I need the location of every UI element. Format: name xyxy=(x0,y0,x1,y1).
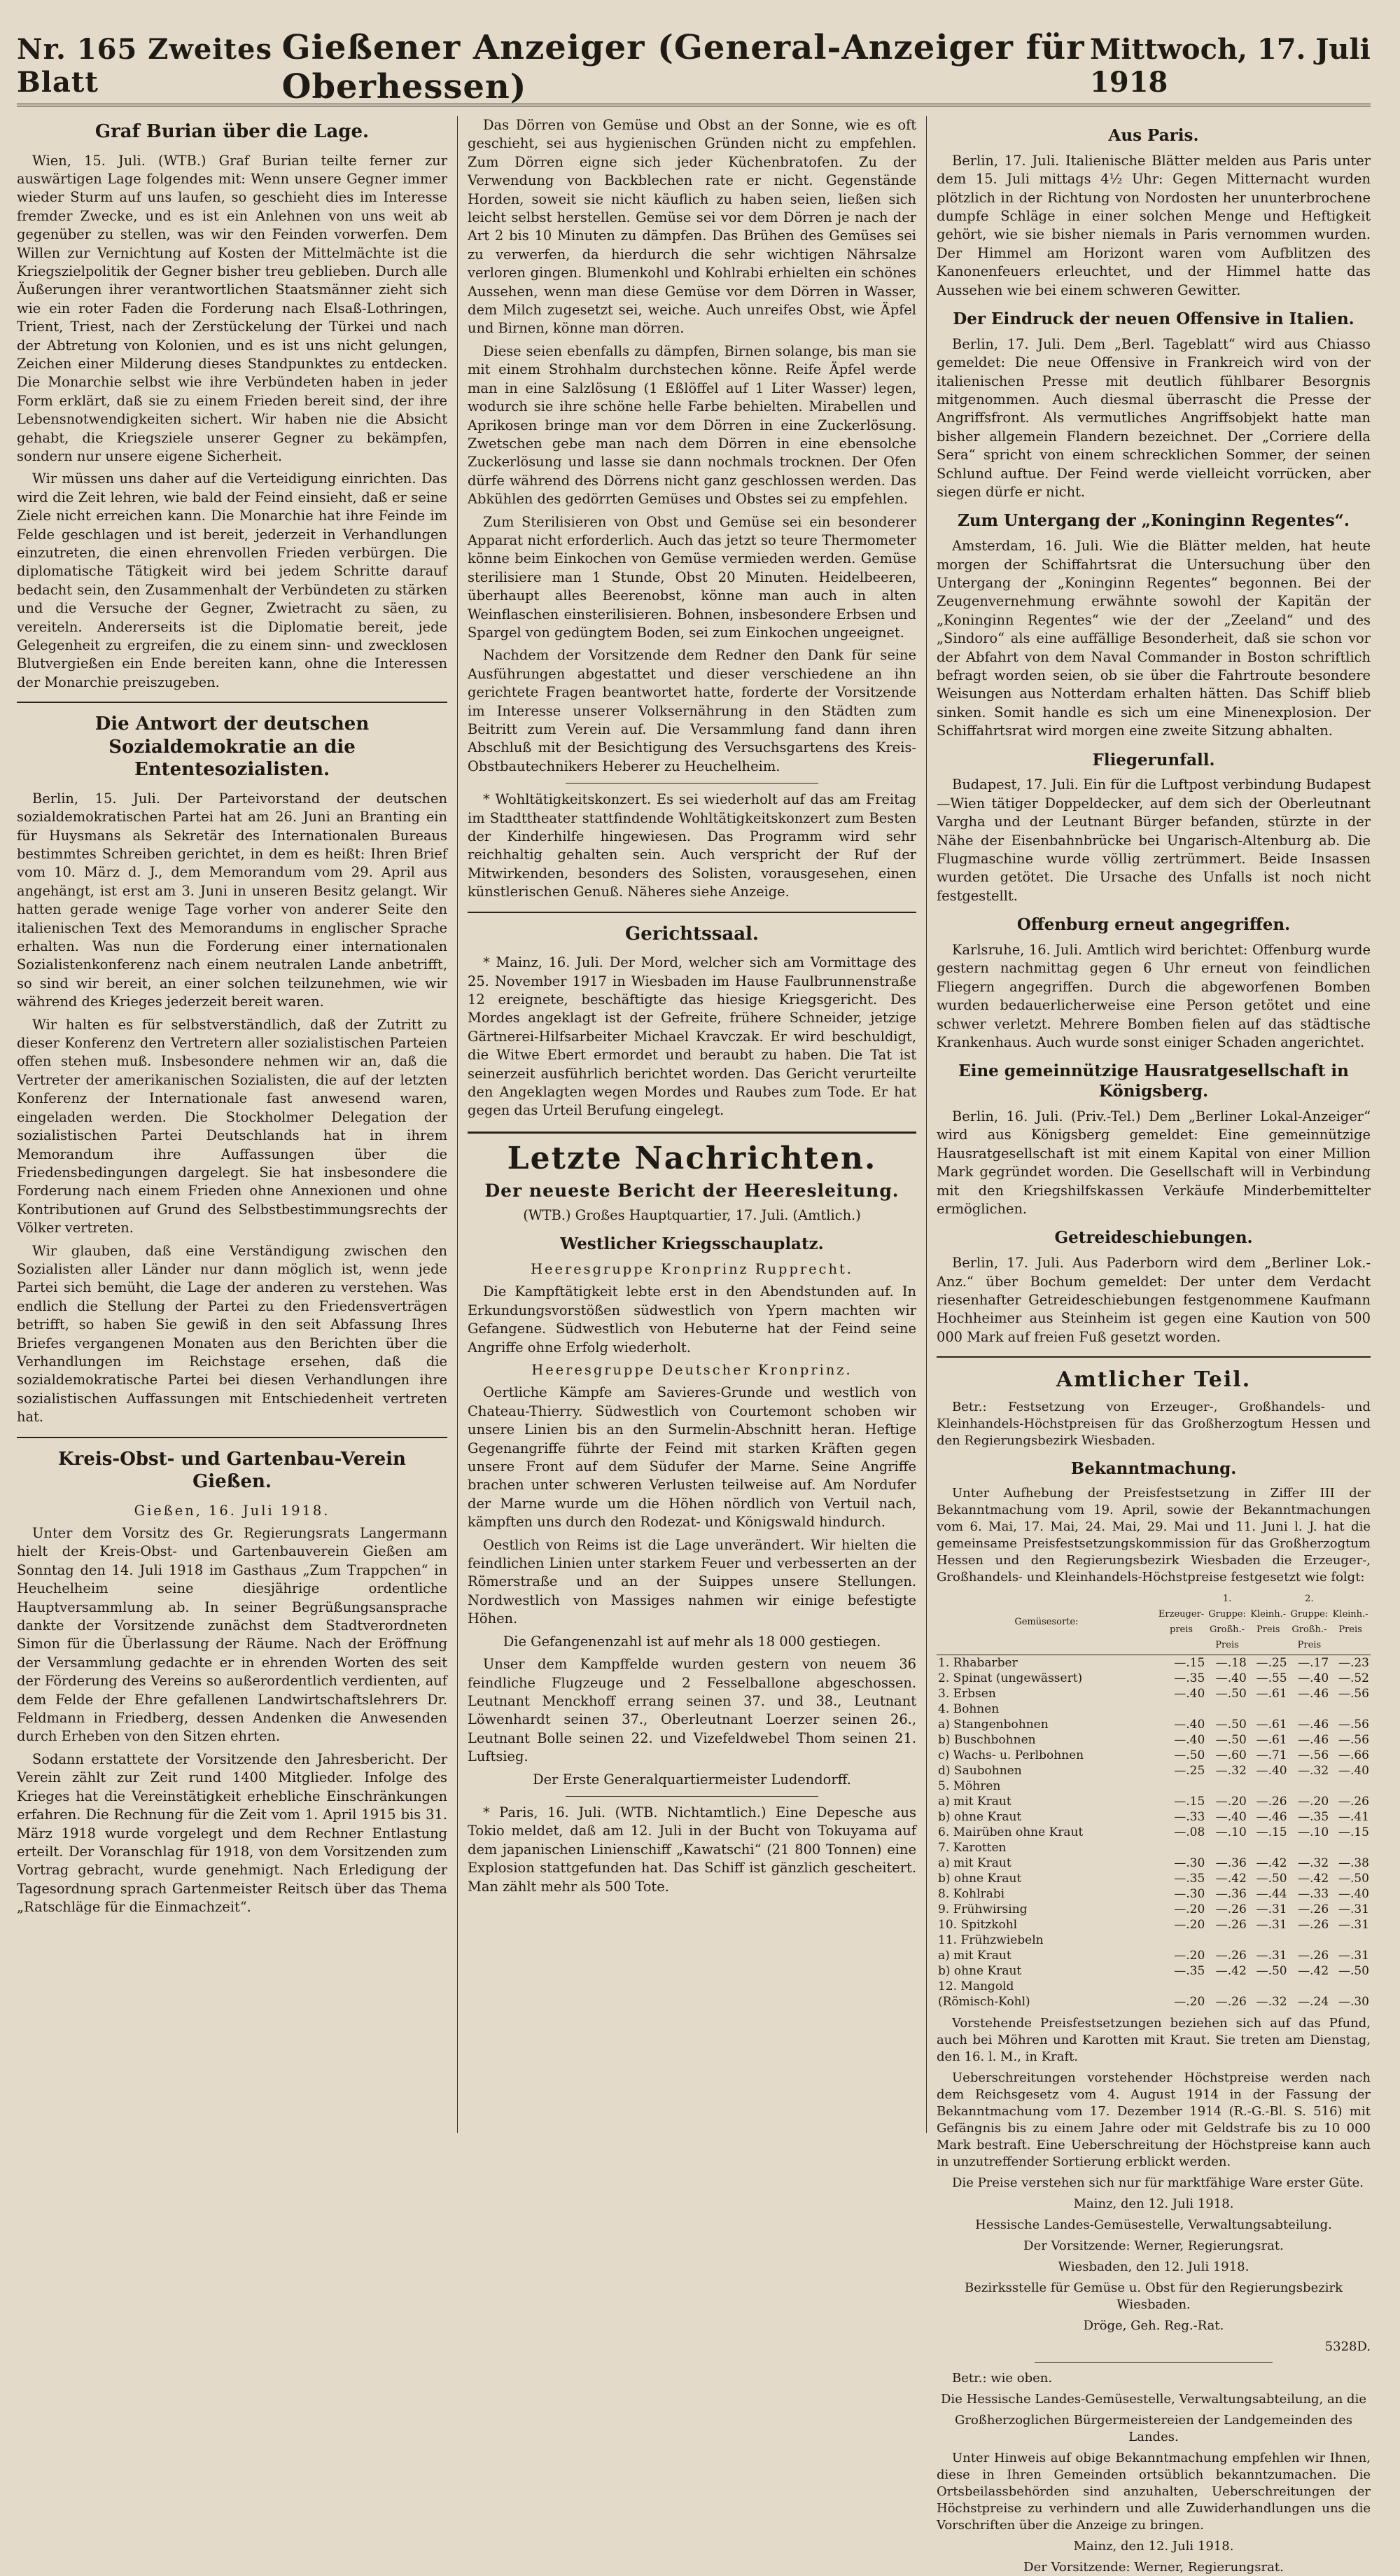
authority: Bezirksstelle für Gemüse u. Obst für den Regierungsbezirk Wiesbaden. xyxy=(965,2280,1343,2312)
divider xyxy=(566,1796,818,1797)
price-cell: —.26 xyxy=(1298,1948,1329,1963)
article-title-paris: Aus Paris. xyxy=(1108,126,1199,145)
price-cell: —.30 xyxy=(1174,1856,1205,1870)
price-cell: —.61 xyxy=(1256,1732,1287,1747)
article-paragraph: * Paris, 16. Juli. (WTB. Nichtamtlich.) Eine Depesche aus Tokio meldet, daß am 12. Juli in der Bucht von Tokuyama auf dem japanischen Linienschiff „Kawatschi“ (21 800 Tonnen) eine Explosion stattgefunden hat. Das Schiff ist gänzlich gescheitert. Man zählt mehr als 500 Tote. xyxy=(468,1804,916,1895)
price-cell xyxy=(1248,1778,1289,1794)
vegetable-name: 4. Bohnen xyxy=(938,1701,1000,1716)
notice-title: Bekanntmachung. xyxy=(1070,1459,1237,1479)
price-cell: —.25 xyxy=(1256,1655,1287,1670)
price-cell: —.56 xyxy=(1298,1748,1329,1762)
price-cell: —.40 xyxy=(1298,1671,1329,1685)
newspaper-title: Gießener Anzeiger (General-Anzeiger für Oberhessen) xyxy=(281,28,1085,106)
article-title-regentes: Zum Untergang der „Koninginn Regentes“. xyxy=(958,511,1350,531)
vegetable-name: d) Saubohnen xyxy=(938,1763,1022,1778)
price-cell: —.44 xyxy=(1256,1886,1287,1901)
vegetable-name: a) mit Kraut xyxy=(938,1856,1011,1870)
price-cell xyxy=(1156,1778,1206,1794)
article-paragraph: Karlsruhe, 16. Juli. Amtlich wird berichtet: Offenburg wurde gestern nachmittag gegen 6 Uhr erneut von feindlichen Fliegern angegriffen. Durch die abgeworfenen Bomben wurden bedauerlicherweise eine Person getötet und eine schwer verletzt. Mehrere Bomben fielen auf das städtische Krankenhaus. Auch wurde sonst einiger Schaden angerichtet. xyxy=(937,941,1371,1050)
price-cell xyxy=(1248,1840,1289,1856)
price-cell: —.52 xyxy=(1338,1671,1369,1685)
dateline: (WTB.) Großes Hauptquartier, 17. Juli. (Amtlich.) xyxy=(523,1206,861,1223)
vegetable-name: 11. Frühzwiebeln xyxy=(938,1933,1044,1947)
article-paragraph: * Mainz, 16. Juli. Der Mord, welcher sich am Vormittage des 25. November 1917 in Wiesbaden im Hause Faulbrunnenstraße 12 ereignete, beschäftigte das hiesige Kriegsgericht. Des Mordes angeklagt ist der Gefreite, frühere Schneider, jetzige Gärtnerei-Hilfsarbeiter Michael Kravczak. Er wird beschuldigt, die Witwe Ebert ermordet und beraubt zu haben. Die Tat ist seinerzeit ausführlich berichtet worden. Das Gericht verurteilte den Angeklagten wegen Mordes und Raubes zum Tode. Er hat gegen das Urteil Berufung eingelegt. xyxy=(468,954,916,1119)
price-cell: —.32 xyxy=(1298,1856,1329,1870)
price-row xyxy=(937,1871,1371,1886)
divider xyxy=(17,702,447,703)
vegetable-name: 9. Frühwirsing xyxy=(938,1902,1028,1916)
vegetable-name: b) ohne Kraut xyxy=(938,1809,1022,1824)
price-cell: —.56 xyxy=(1338,1732,1369,1747)
price-row xyxy=(937,1686,1371,1701)
price-cell: —.40 xyxy=(1174,1686,1205,1701)
article-paragraph: Berlin, 17. Juli. Dem „Berl. Tageblatt“ wird aus Chiasso gemeldet: Die neue Offensive in Frankreich wird von der italienischen Presse mit deutlich fühlbarer Besorgnis mitgenommen. Auch diesmal überrascht die Presse der Angriffsfront. Als vermutliches Angriffsobjekt hatte man bisher allgemein Flandern bezeichnet. Der „Corriere della Sera“ spricht von einem schrecklichen Sommer, der seinen Schlund auftue. Der Feind werde vielleicht vorrücken, aber siegen dürfe er nicht. xyxy=(937,335,1371,500)
price-cell: —.15 xyxy=(1174,1794,1205,1809)
price-cell: —.42 xyxy=(1215,1963,1247,1978)
issue-number: Nr. 165 Zweites Blatt xyxy=(17,33,272,99)
price-cell: —.66 xyxy=(1338,1748,1369,1762)
article-paragraph: Die Gefangenenzahl ist auf mehr als 18 000 gestiegen. xyxy=(503,1633,881,1650)
price-cell: —.36 xyxy=(1215,1856,1247,1870)
section-title-gericht: Gerichtssaal. xyxy=(625,923,759,945)
price-row xyxy=(937,1794,1371,1809)
price-cell: —.33 xyxy=(1298,1886,1329,1901)
vegetable-name: (Römisch-Kohl) xyxy=(938,1994,1030,2009)
price-cell: —.42 xyxy=(1215,1871,1247,1886)
article-paragraph: Berlin, 17. Juli. Italienische Blätter melden aus Paris unter dem 15. Juli mittags 4½ Uhr: Gegen Mitternacht wurden plötzlich in der Richtung von Nordosten her ununterbrochene dumpfe Schläge in einer solchen Menge und Heftigkeit gehört, wie sie bisher niemals in Paris vernommen wurden. Der Himmel am Horizont waren vom Aufblitzen des Kanonenfeuers erleuchtet, und der Himmel hatte das Aussehen wie bei einem schweren Gewitter. xyxy=(937,152,1371,298)
column-1 xyxy=(17,116,458,2133)
notice-paragraph: Vorstehende Preisfestsetzungen beziehen sich auf das Pfund, auch bei Möhren und Karotten mit Kraut. Sie treten am Dienstag, den 16. l. M., in Kraft. xyxy=(937,2015,1371,2064)
article-title-offenburg: Offenburg erneut angegriffen. xyxy=(1016,915,1291,935)
article-paragraph: Budapest, 17. Juli. Ein für die Luftpost verbindung Budapest—Wien tätiger Doppeldecker, auf dem sich der Oberleutnant Vargha und der Leutnant Bürger befanden, stürzte in der Nähe der Eisenbahnbrücke bei Ungarisch-Altenburg ab. Die Flugmaschine wurde völlig zertrümmert. Beide Insassen wurden getötet. Die Ursache des Unfalls ist noch nicht festgestellt. xyxy=(937,777,1371,904)
price-cell xyxy=(1206,1933,1248,1948)
price-row xyxy=(937,1963,1371,1979)
price-cell: —.50 xyxy=(1215,1732,1247,1747)
signature: Der Vorsitzende: Werner, Regierungsrat. xyxy=(1023,2238,1284,2253)
price-cell: —.08 xyxy=(1174,1825,1205,1839)
price-row xyxy=(937,1809,1371,1825)
notice-paragraph: Ueberschreitungen vorstehender Höchstpreise werden nach dem Reichsgesetz vom 4. August 1914 in der Fassung der Bekanntmachung vom 17. Dezember 1914 (R.-G.-Bl. S. 516) mit Gefängnis bis zu einem Jahre oder mit Geldstrafe bis zu 10 000 Mark bestraft. Eine Ueberschreitung der Höchstpreise kann auch in unzutreffender Sortierung erblickt werden. xyxy=(937,2070,1371,2169)
price-cell xyxy=(1330,1778,1371,1794)
price-cell: —.20 xyxy=(1174,1948,1205,1963)
addressee: Großherzoglichen Bürgermeistereien der Landgemeinden des Landes. xyxy=(955,2412,1352,2444)
vegetable-name: 8. Kohlrabi xyxy=(938,1886,1005,1901)
price-cell: —.15 xyxy=(1338,1825,1369,1839)
price-cell: —.31 xyxy=(1256,1948,1287,1963)
divider xyxy=(1035,2362,1273,2363)
price-cell xyxy=(1206,1979,1248,1994)
article-paragraph: Zum Sterilisieren von Obst und Gemüse sei ein besonderer Apparat nicht erforderlich. Auch das jetzt so teure Thermometer könne beim Einkochen von Gemüse vermieden werden. Gemüse sterilisiere man 1 Stunde, Obst 20 Minuten. Heidelbeeren, überhaupt alles Beerenobst, könne man auch in alten Weinflaschen einsterilisieren. Bohnen, insbesondere Erbsen und Spargel von gedüngtem Boden, sei zum Einkochen ungeeignet. xyxy=(468,513,916,641)
price-cell: —.26 xyxy=(1215,1917,1247,1932)
article-paragraph: Berlin, 17. Juli. Aus Paderborn wird dem „Berliner Lok.-Anz.“ über Bochum gemeldet: Der unter dem Verdacht riesenhafter Getreideschiebungen festgenommene Kaufmann Hochheimer aus Steinheim ist gegen eine Kaution von 500 000 Mark auf freien Fuß gesetzt worden. xyxy=(937,1255,1371,1345)
price-cell xyxy=(1330,1840,1371,1856)
price-cell: —.40 xyxy=(1215,1671,1247,1685)
price-cell: —.10 xyxy=(1298,1825,1329,1839)
price-row xyxy=(937,1886,1371,1902)
price-cell: —.17 xyxy=(1298,1655,1329,1670)
signature: Der Erste Generalquartiermeister Ludendorff. xyxy=(533,1771,851,1788)
price-cell: —.20 xyxy=(1215,1794,1247,1809)
price-cell: —.38 xyxy=(1338,1856,1369,1870)
price-cell: —.31 xyxy=(1256,1902,1287,1916)
vegetable-name: a) mit Kraut xyxy=(938,1948,1011,1963)
price-cell: —.50 xyxy=(1215,1717,1247,1732)
price-cell: —.33 xyxy=(1174,1809,1205,1824)
column-header: Kleinh.-Preis xyxy=(1248,1590,1289,1655)
price-cell: —.26 xyxy=(1256,1794,1287,1809)
price-row xyxy=(937,1917,1371,1933)
price-cell: —.20 xyxy=(1174,1917,1205,1932)
price-cell: —.30 xyxy=(1338,1994,1369,2009)
article-paragraph: Oestlich von Reims ist die Lage unverändert. Wir hielten die feindlichen Linien unter starkem Feuer und verbesserten an der Römerstraße und an der Suippes unsere Stellungen. Nordwestlich von Massiges nahmen wir einige befestigte Höhen. xyxy=(468,1536,916,1627)
masthead xyxy=(17,28,1371,106)
article-title-verein: Kreis-Obst- und Gartenbau-Verein Gießen. xyxy=(58,1448,406,1493)
price-row xyxy=(937,1778,1371,1794)
price-cell: —.50 xyxy=(1174,1748,1205,1762)
column-header: Gemüsesorte: xyxy=(937,1590,1156,1655)
price-cell: —.15 xyxy=(1256,1825,1287,1839)
addressee: Die Hessische Landes-Gemüsestelle, Verwaltungsabteilung, an die xyxy=(941,2391,1366,2407)
price-cell: —.30 xyxy=(1174,1886,1205,1901)
price-cell: —.32 xyxy=(1256,1994,1287,2009)
divider xyxy=(566,783,818,784)
price-cell: —.31 xyxy=(1338,1948,1369,1963)
dateline: Wiesbaden, den 12. Juli 1918. xyxy=(1058,2259,1250,2274)
issue-date: Mittwoch, 17. Juli 1918 xyxy=(1090,33,1371,99)
price-cell: —.32 xyxy=(1215,1763,1247,1778)
price-row xyxy=(937,1825,1371,1840)
dateline: Mainz, den 12. Juli 1918. xyxy=(1073,2196,1234,2211)
army-group-title: Heeresgruppe Deutscher Kronprinz. xyxy=(531,1362,853,1378)
article-title-hausrat: Eine gemeinnützige Hausratgesellschaft in Königsberg. xyxy=(958,1061,1349,1101)
notice-paragraph: Unter Aufhebung der Preisfestsetzung in Ziffer III der Bekanntmachung vom 19. April, sowie der Bekanntmachungen vom 6. Mai, 17. Mai, 24. Mai, 29. Mai und 11. Juni l. J. hat die gemeinsame Preisfestsetzungskommission für das Großherzogtum Hessen und den Regierungsbezirk Wiesbaden die Erzeuger-, Großhandels- und Kleinhandels-Höchstpreise festgesetzt wie folgt: xyxy=(937,1485,1371,1585)
price-table xyxy=(937,1590,1371,2010)
price-row xyxy=(937,1840,1371,1856)
price-table-body xyxy=(937,1655,1371,2010)
price-cell: —.61 xyxy=(1256,1717,1287,1732)
price-cell: —.46 xyxy=(1256,1809,1287,1824)
price-cell: —.50 xyxy=(1338,1871,1369,1886)
price-cell: —.40 xyxy=(1256,1763,1287,1778)
price-row xyxy=(937,1948,1371,1963)
price-cell: —.25 xyxy=(1174,1763,1205,1778)
article-paragraph: Berlin, 15. Juli. Der Parteivorstand der deutschen sozialdemokratischen Partei hat am 26. Juni an Branting ein für Huysmans als Sekretär des Internationalen Bureaus bestimmtes Schreiben gerichtet, in dem es heißt: Ihren Brief vom 10. März d. J., dem Memorandum vom 29. April aus angehängt, ist erst am 3. Juni in unseren Besitz gelangt. Wir hatten gerade wenige Tage vorher von anderer Seite den italienischen Text des Memorandums in englischer Sprache erhalten. Was nun die Forderung einer internationalen Sozialistenkonferenz nach einem neutralen Lande anbetrifft, so sind wir bereit, an einer solchen teilzunehmen, wie wir während des Krieges jederzeit bereit waren. xyxy=(17,790,447,1010)
price-cell: —.42 xyxy=(1256,1856,1287,1870)
army-group-title: Heeresgruppe Kronprinz Rupprecht. xyxy=(531,1260,853,1277)
price-cell: —.26 xyxy=(1215,1902,1247,1916)
price-cell xyxy=(1156,1979,1206,1994)
price-row xyxy=(937,1979,1371,1994)
price-cell xyxy=(1330,1979,1371,1994)
dateline: Gießen, 16. Juli 1918. xyxy=(134,1502,330,1519)
price-cell xyxy=(1248,1979,1289,1994)
price-cell: —.35 xyxy=(1174,1871,1205,1886)
notice-paragraph: Unter Hinweis auf obige Bekanntmachung empfehlen wir Ihnen, diese in Ihren Gemeinden ortsüblich bekanntzumachen. Die Ortsbeilassbehörden sind anzuhalten, Ueberschreitungen der Höchstpreise zu verhindern und alle Zuwiderhandlungen uns die Vorschriften über die Anzeige zu bringen. xyxy=(937,2450,1371,2533)
price-cell: —.23 xyxy=(1338,1655,1369,1670)
article-paragraph: * Wohltätigkeitskonzert. Es sei wiederholt auf das am Freitag im Stadttheater stattfindende Wohltätigkeitskonzert zum Besten der Kinderhilfe hingewiesen. Das Programm wird sehr reichhaltig gehalten sein. Auch verspricht der Ruf der Mitwirkenden, besonders des Solisten, vorausgesehen, einen künstlerischen Genuß. Näheres siehe Anzeige. xyxy=(468,791,916,900)
article-paragraph: Nachdem der Vorsitzende dem Redner den Dank für seine Ausführungen abgestattet und dieser verschiedene an ihn gerichtete Fragen beantwortet hatte, forderte der Vorsitzende im Interesse unserer Volksernährung in den Städten zum Beitritt zum Verein auf. Die Versammlung fand dann ihren Abschluß mit der Besichtigung des Versuchsgartens des Kreis-Obstbautechnikers Heberer zu Heuchelheim. xyxy=(468,647,916,774)
price-cell xyxy=(1289,1778,1331,1794)
price-cell: —.26 xyxy=(1215,1948,1247,1963)
price-cell xyxy=(1289,1701,1331,1717)
price-cell: —.24 xyxy=(1298,1994,1329,2009)
column-header: 2. Gruppe: Großh.-Preis xyxy=(1289,1590,1331,1655)
price-cell: —.41 xyxy=(1338,1809,1369,1824)
price-row xyxy=(937,1748,1371,1763)
price-cell: —.20 xyxy=(1174,1994,1205,2009)
vegetable-name: 6. Mairüben ohne Kraut xyxy=(938,1825,1084,1839)
price-row xyxy=(937,1856,1371,1871)
price-cell: —.20 xyxy=(1174,1902,1205,1916)
price-cell: —.36 xyxy=(1215,1886,1247,1901)
vegetable-name: b) ohne Kraut xyxy=(938,1963,1022,1978)
signature: Der Vorsitzende: Werner, Regierungsrat. xyxy=(1023,2559,1284,2575)
notice-paragraph: Die Preise verstehen sich nur für marktfähige Ware erster Güte. xyxy=(952,2175,1364,2190)
article-title-flieger: Fliegerunfall. xyxy=(1092,750,1215,770)
vegetable-name: 2. Spinat (ungewässert) xyxy=(938,1671,1083,1685)
price-cell xyxy=(1206,1778,1248,1794)
article-paragraph: Wir müssen uns daher auf die Verteidigung einrichten. Das wird die Zeit lehren, wie bald der Feind einsieht, daß er seine Ziele nicht erreichen kann. Die Monarchie hat ihre Feinde im Felde geschlagen und ist bereit, jederzeit in Verhandlungen einzutreten, die einen ehrenvollen Frieden verbürgen. Die diplomatische Tätigkeit wird bei jedem Schritte darauf bedacht sein, den Zusammenhalt der Verbündeten zu stärken und die Versuche der Gegner, Zwietracht zu säen, zu vereiteln. Andererseits ist die Diplomatie bereit, jede Gelegenheit zu ergreifen, die zu einem sinn- und zwecklosen Blutvergießen ein Ende bereiten kann, ohne die Interessen der Monarchie preiszugeben. xyxy=(17,471,447,690)
subsection-title: Westlicher Kriegsschauplatz. xyxy=(560,1234,824,1254)
price-row xyxy=(937,1655,1371,1671)
price-cell: —.46 xyxy=(1298,1732,1329,1747)
signature: Dröge, Geh. Reg.-Rat. xyxy=(1083,2318,1224,2333)
price-row xyxy=(937,1933,1371,1948)
price-table-header xyxy=(937,1590,1371,1655)
price-cell: —.42 xyxy=(1298,1871,1329,1886)
price-cell: —.46 xyxy=(1298,1686,1329,1701)
column-header: Kleinh.-Preis xyxy=(1330,1590,1371,1655)
price-cell: —.40 xyxy=(1215,1809,1247,1824)
article-title-sozial: Die Antwort der deutschen Sozialdemokratie an die Ententesozialisten. xyxy=(94,713,370,781)
price-cell: —.31 xyxy=(1256,1917,1287,1932)
report-title: Der neueste Bericht der Heeresleitung. xyxy=(484,1180,899,1201)
article-paragraph: Diese seien ebenfalls zu dämpfen, Birnen solange, bis man sie mit einem Strohhalm durchstechen könne. Reife Äpfel werde man in eine Salzlösung (1 Eßlöffel auf 1 Liter Wasser) legen, wodurch sie ihre schöne helle Farbe behielten. Mirabellen und Aprikosen bringe man vor dem Dörren in eine Zuckerlösung. Zwetschen gebe man nach dem Dörren in eine ebensolche Zuckerlösung und lasse sie dann nochmals trocknen. Der Ofen dürfe während des Dörrens nicht ganz geschlossen werden. Das Abkühlen des gedörrten Gemüses und Obstes sei zu empfehlen. xyxy=(468,342,916,508)
price-cell: —.40 xyxy=(1338,1886,1369,1901)
price-cell xyxy=(1248,1701,1289,1717)
subject-line: Betr.: Festsetzung von Erzeuger-, Großhandels- und Kleinhandels-Höchstpreisen für das Großherzogtum Hessen und den Regierungsbezirk Wiesbaden. xyxy=(937,1400,1371,1449)
column-header: Erzeuger-preis xyxy=(1156,1590,1206,1655)
price-cell: —.26 xyxy=(1215,1994,1247,2009)
price-cell: —.71 xyxy=(1256,1748,1287,1762)
price-cell: —.26 xyxy=(1338,1794,1369,1809)
divider xyxy=(937,1356,1371,1358)
vegetable-name: b) Buschbohnen xyxy=(938,1732,1036,1747)
subject-line: Betr.: wie oben. xyxy=(952,2370,1053,2386)
authority: Hessische Landes-Gemüsestelle, Verwaltungsabteilung. xyxy=(975,2217,1332,2232)
article-paragraph: Sodann erstattete der Vorsitzende den Jahresbericht. Der Verein zählt zur Zeit rund 1400 Mitglieder. Infolge des Krieges hat die Vereinstätigkeit erhebliche Einschränkungen erfahren. Die Rechnung für die Zeit vom 1. April 1915 bis 31. März 1918 wurde vorgelegt und dem Rechner Entlastung erteilt. Der Voranschlag für 1918, von dem Vorsitzenden zum Vortrag gebracht, wurde genehmigt. Nach Erledigung der Tagesordnung sprach Gartenmeister Reitsch über das Thema „Ratschläge für die Einmachzeit“. xyxy=(17,1750,447,1916)
price-row xyxy=(937,1902,1371,1917)
price-cell: —.42 xyxy=(1298,1963,1329,1978)
price-cell: —.55 xyxy=(1256,1671,1287,1685)
price-cell xyxy=(1289,1979,1331,1994)
price-cell xyxy=(1156,1933,1206,1948)
price-cell: —.40 xyxy=(1174,1717,1205,1732)
column-3 xyxy=(927,116,1371,2575)
column-2 xyxy=(458,116,927,2133)
vegetable-name: a) mit Kraut xyxy=(938,1794,1011,1809)
article-title-burian: Graf Burian über die Lage. xyxy=(94,121,370,142)
price-cell: —.10 xyxy=(1215,1825,1247,1839)
article-paragraph: Oertliche Kämpfe am Savieres-Grunde und westlich von Chateau-Thierry. Südwestlich von Courtemont schoben wir unsere Linien bis an den Surmelin-Abschnitt heran. Heftige Gegenangriffe führte der Feind mit starken Kräften gegen unsere Front auf dem Südufer der Marne. Seine Angriffe brachen unter schweren Verlusten teilweise auf. Am Nordufer der Marne wurde um die Höhen nördlich von Vertuil nach, kämpften uns durch den Rodezat- und Königswald hindurch. xyxy=(468,1384,916,1531)
vegetable-name: 1. Rhabarber xyxy=(938,1655,1018,1670)
article-paragraph: Wir halten es für selbstverständlich, daß der Zutritt zu dieser Konferenz den Vertretern aller sozialistischen Parteien offen stehen muß. Insbesondere nehmen wir an, daß die Vertreter der amerikanischen Sozialisten, die auf der letzten Konferenz der Internationale fast anwesend waren, eingeladen werden. Die Stockholmer Delegation der sozialistischen Partei Deutschlands hat in ihrem Memorandum ihre Auffassungen über die Friedensbedingungen dargelegt. Sie hat insbesondere die Forderung nach einem Frieden ohne Annexionen und ohne Kontributionen auf Grund des Selbstbestimmungsrechts der Völker vertreten. xyxy=(17,1016,447,1237)
article-paragraph: Unter dem Vorsitz des Gr. Regierungsrats Langermann hielt der Kreis-Obst- und Gartenbauverein Gießen am Sonntag den 14. Juli 1918 im Gasthaus „Zum Trappchen“ in Heuchelheim seine diesjährige ordentliche Hauptversammlung ab. In seiner Begrüßungsansprache dankte der Vorsitzende zunächst dem Stadtverordneten Simon für die Überlassung der Räume. Nach der Eröffnung der Versammlung gedachte er in ehrenden Worten des seit der Förderung des Vereins so außerordentlich verdienten, auf dem Felde der Ehre gefallenen Landwirtschaftslehrers Dr. Feldmann in Friedberg, dessen Andenken die Anwesenden durch Erheben von den Sitzen ehrten. xyxy=(17,1525,447,1745)
price-cell xyxy=(1330,1933,1371,1948)
article-paragraph: Wien, 15. Juli. (WTB.) Graf Burian teilte ferner zur auswärtigen Lage folgendes mit: Wenn unsere Gegner immer wieder Sturm auf uns laufen, so geschieht dies im Interesse fremder Zwecke, und es ist ein Anlehnen von uns weit ab gegenüber zu stellen, was wir den Feinden vorwerfen. Dem Willen zur Vernichtung auf Kosten der Mittelmächte ist die Kriegszielpolitik der Gegner bisher treu geblieben. Durch alle Äußerungen ihrer verantwortlichen Staatsmänner zieht sich wie ein roter Faden die Forderung nach Elsaß-Lothringen, Trient, Triest, nach der Zerstückelung der Türkei und nach der Abtretung von Kolonien, und es ist uns nicht gelungen, Zeichen einer Milderung dieses Standpunktes zu entdecken. Die Monarchie selbst wie ihre Verbündeten haben in jeder Form erklärt, daß sie zu einem Frieden bereit sind, der ihre Lebensnotwendigkeiten sichert. Wir haben nie die Absicht gehabt, die Kriegsziele unserer Gegner zu bekämpfen, sondern nur unsere eigene Sicherheit. xyxy=(17,152,447,464)
divider xyxy=(17,1437,447,1438)
article-paragraph: Berlin, 16. Juli. (Priv.-Tel.) Dem „Berliner Lokal-Anzeiger“ wird aus Königsberg gemeldet: Eine gemeinnützige Hausratgesellschaft ist mit einem Kapital von einer Million Mark gegründet worden. Die Gesellschaft will in Verbindung mit den Kriegshilfskassen Verkäufe Minderbemittelter ermöglichen. xyxy=(937,1108,1371,1217)
price-cell: —.56 xyxy=(1338,1686,1369,1701)
price-cell: —.26 xyxy=(1298,1917,1329,1932)
price-row xyxy=(937,1763,1371,1778)
article-paragraph: Wir glauben, daß eine Verständigung zwischen den Sozialisten aller Länder nur dann möglich ist, wenn jede Partei sich bemüht, die Lage der anderen zu verstehen. Was endlich die Stellung der Partei zu den Friedensverträgen betrifft, so haben Sie gewiß in den seit Abfassung Ihres Briefes vergangenen Monaten aus den Berichten über die Verhandlungen im Reichstage ersehen, daß die sozialdemokratische Partei bei diesen Verhandlungen ihre sozialistischen Auffassungen mit Entschiedenheit vertreten hat. xyxy=(17,1242,447,1426)
price-cell: —.61 xyxy=(1256,1686,1287,1701)
price-cell: —.31 xyxy=(1338,1902,1369,1916)
price-cell xyxy=(1289,1840,1331,1856)
article-paragraph: Das Dörren von Gemüse und Obst an der Sonne, wie es oft geschieht, sei aus hygienischen Gründen nicht zu empfehlen. Zum Dörren eigne sich jeder Küchenbratofen. Zu der Verwendung von Backblechen rate er nicht. Gegenstände Horden, soweit sie nicht käuflich zu haben seien, ließen sich leicht selbst herstellen. Gemüse sei vor dem Dörren je nach der Art 2 bis 10 Minuten zu dämpfen. Das Brühen des Gemüses sei zu verwerfen, da hierdurch die sehr wichtigen Nährsalze verloren gingen. Blumenkohl und Kohlrabi erhielten ein schönes Aussehen, wenn man diese Gemüse vor dem Dörren in Wasser, dem Milch zugesetzt sei, weiche. Auch unreifes Obst, wie Äpfel und Birnen, könne man dörren. xyxy=(468,117,916,337)
price-cell: —.18 xyxy=(1215,1655,1247,1670)
price-cell: —.40 xyxy=(1174,1732,1205,1747)
columns xyxy=(17,116,1371,2575)
price-cell: —.35 xyxy=(1174,1963,1205,1978)
article-title-getreide: Getreideschiebungen. xyxy=(1054,1228,1253,1248)
price-cell xyxy=(1206,1840,1248,1856)
price-cell: —.50 xyxy=(1338,1963,1369,1978)
column-header: 1. Gruppe: Großh.-Preis xyxy=(1206,1590,1248,1655)
price-row xyxy=(937,1994,1371,2010)
price-cell: —.60 xyxy=(1215,1748,1247,1762)
price-cell: —.50 xyxy=(1256,1963,1287,1978)
price-cell xyxy=(1156,1840,1206,1856)
section-title-amtlich: Amtlicher Teil. xyxy=(1056,1367,1252,1393)
price-cell: —.26 xyxy=(1298,1902,1329,1916)
price-cell: —.46 xyxy=(1298,1717,1329,1732)
article-paragraph: Die Kampftätigkeit lebte erst in den Abendstunden auf. In Erkundungsvorstößen südwestlich von Ypern machten wir Gefangene. Südwestlich von Hebuterne hat der Feind seine Angriffe ohne Erfolg wiederholt. xyxy=(468,1283,916,1356)
vegetable-name: 10. Spitzkohl xyxy=(938,1917,1018,1932)
vegetable-name: 5. Möhren xyxy=(938,1778,1001,1793)
price-row xyxy=(937,1701,1371,1717)
price-cell: —.56 xyxy=(1338,1717,1369,1732)
price-cell xyxy=(1206,1701,1248,1717)
price-cell xyxy=(1289,1933,1331,1948)
price-cell: —.35 xyxy=(1298,1809,1329,1824)
vegetable-name: a) Stangenbohnen xyxy=(938,1717,1049,1732)
vegetable-name: 3. Erbsen xyxy=(938,1686,996,1701)
price-row xyxy=(937,1732,1371,1748)
vegetable-name: b) ohne Kraut xyxy=(938,1871,1022,1886)
price-cell: —.15 xyxy=(1174,1655,1205,1670)
vegetable-name: c) Wachs- u. Perlbohnen xyxy=(938,1748,1084,1762)
price-cell: —.32 xyxy=(1298,1763,1329,1778)
price-cell xyxy=(1156,1701,1206,1717)
price-cell xyxy=(1248,1933,1289,1948)
price-row xyxy=(937,1671,1371,1686)
price-cell: —.50 xyxy=(1215,1686,1247,1701)
vegetable-name: 7. Karotten xyxy=(938,1840,1007,1855)
price-cell: —.35 xyxy=(1174,1671,1205,1685)
price-row xyxy=(937,1717,1371,1732)
price-cell: —.20 xyxy=(1298,1794,1329,1809)
price-cell: —.40 xyxy=(1338,1763,1369,1778)
price-cell xyxy=(1330,1701,1371,1717)
article-title-offensive: Der Eindruck der neuen Offensive in Italien. xyxy=(953,309,1354,328)
divider xyxy=(468,912,916,913)
dateline: Mainz, den 12. Juli 1918. xyxy=(1073,2538,1234,2554)
vegetable-name: 12. Mangold xyxy=(938,1979,1014,1993)
section-title-letzte: Letzte Nachrichten. xyxy=(468,1132,916,1176)
price-cell: —.31 xyxy=(1338,1917,1369,1932)
reference-number: 5328D. xyxy=(1324,2339,1371,2354)
article-paragraph: Unser dem Kampffelde wurden gestern von neuem 36 feindliche Flugzeuge und 2 Fesselballone abgeschossen. Leutnant Menckhoff errang seinen 37. und 38., Leutnant Löwenhardt seinen 37., Oberleutnant Loerzer seinen 26., Leutnant Bolle seinen 22. und Vizefeldwebel Thom seinen 21. Luftsieg. xyxy=(468,1656,916,1765)
price-cell: —.50 xyxy=(1256,1871,1287,1886)
article-paragraph: Amsterdam, 16. Juli. Wie die Blätter melden, hat heute morgen der Schiffahrtsrat die Untersuchung über den Untergang der „Koninginn Regentes“ begonnen. Bei der Zeugenvernehmung erwähnte sowohl der Kapitän der „Koninginn Regentes“ wie der der „Zeeland“ und des „Sindoro“ als eine auffällige Besonderheit, daß sie schon vor der Abfahrt von dem Naval Commander in Boston schriftlich befragt worden seien, ob sie über die Fahrtroute besondere Weisungen aus Notterdam erhalten hätten. Das Schiff blieb sinken. Somit handle es sich um eine Minenexplosion. Der Schiffahrtsrat wird morgen eine zweite Sitzung abhalten. xyxy=(937,538,1371,739)
